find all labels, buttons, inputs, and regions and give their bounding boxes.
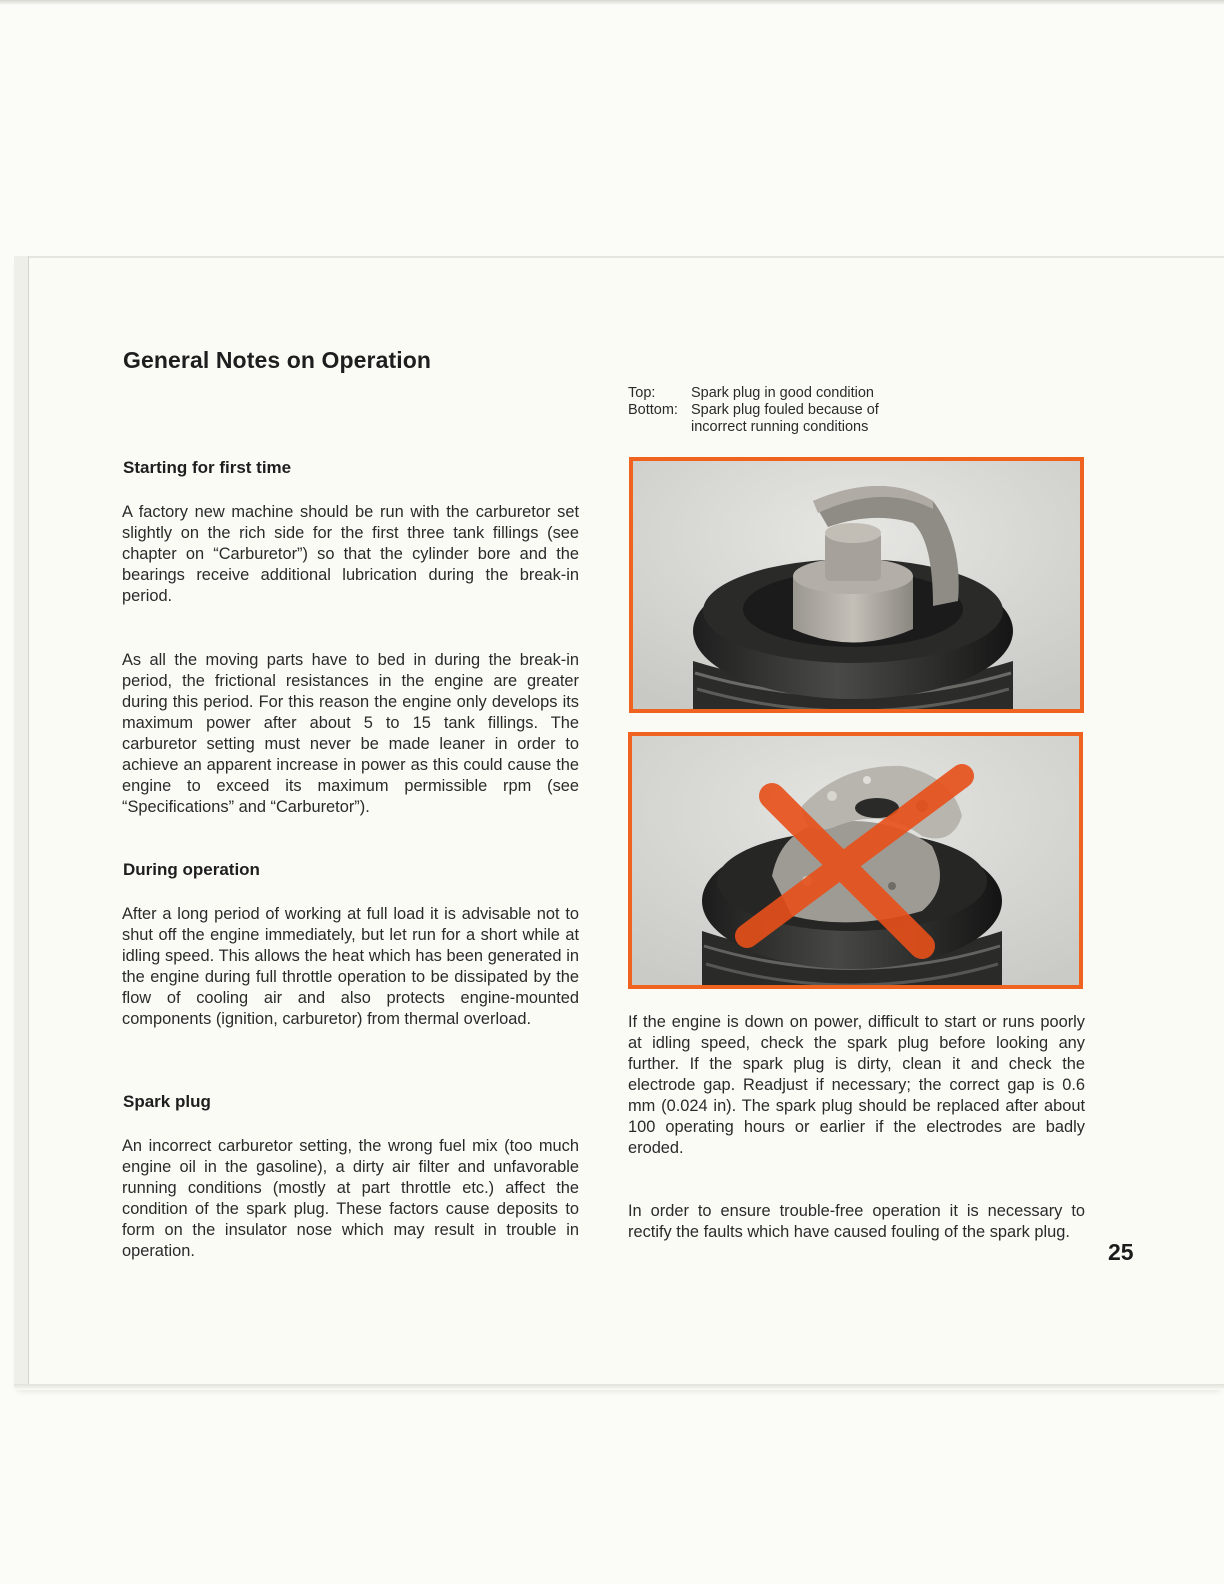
caption-top-text: Spark plug in good condition	[691, 385, 874, 401]
page-number: 25	[1108, 1239, 1134, 1265]
during-operation-paragraph: After a long period of working at full load it is advisable not to shut off the engine immediately, but let run for a short while at idling speed. This allows the heat which has been generated in the engine during full throttle operation to be dissipated by the flow of cooling air and also protects engine-mounted components (ignition, carburetor) from thermal overload.	[122, 905, 579, 1028]
starting-paragraph-1: A factory new machine should be run with the carburetor set slightly on the rich side for the first three tank fillings (see chapter on “Carburetor”) so that the cylinder bore and the bearings receive additional lubrication during the break-in period.	[122, 503, 579, 605]
heading-spark-plug: Spark plug	[123, 1092, 211, 1111]
page-title: General Notes on Operation	[123, 347, 432, 373]
sheet-spine	[14, 256, 29, 1386]
figure-caption	[628, 385, 879, 436]
photo-fouled-spark-plug	[628, 732, 1083, 989]
caption-top-label: Top:	[628, 385, 656, 401]
heading-during-operation: During operation	[123, 860, 260, 879]
right-paragraph-1: If the engine is down on power, difficult to start or runs poorly at idling speed, check the spark plug before looking any further. If the spark plug is dirty, clean it and check the electrode gap. Readjust if necessary; the correct gap is 0.6 mm (0.024 in). The spark plug should be replaced after about 100 operating hours or earlier if the electrodes are badly eroded.	[628, 1013, 1085, 1157]
photo-good-spark-plug	[629, 457, 1084, 713]
caption-bottom-text-2: incorrect running conditions	[691, 419, 869, 435]
heading-starting: Starting for first time	[123, 458, 292, 477]
sheet-bottom-edge	[14, 1384, 1224, 1390]
scan-top-edge	[0, 0, 1224, 5]
spark-plug-paragraph: An incorrect carburetor setting, the wrong fuel mix (too much engine oil in the gasoline), a dirty air filter and unfavorable running conditions (mostly at part throttle etc.) affect the condition of the spark plug. These factors cause deposits to form on the insulator nose which may result in trouble in operation.	[122, 1137, 579, 1260]
right-paragraph-2: In order to ensure trouble-free operation it is necessary to rectify the faults which have caused fouling of the spark plug.	[628, 1202, 1085, 1241]
starting-paragraph-2: As all the moving parts have to bed in during the break-in period, the frictional resistances in the engine are greater during this period. For this reason the engine only develops its maximum power after about 5 to 15 tank fillings. The carburetor setting must never be made leaner in order to achieve an apparent increase in power as this could cause the engine to exceed its maximum permissible rpm (see “Specifications” and “Carburetor”).	[122, 651, 579, 816]
caption-bottom-label: Bottom:	[628, 402, 678, 418]
caption-bottom-text-1: Spark plug fouled because of	[691, 402, 879, 418]
